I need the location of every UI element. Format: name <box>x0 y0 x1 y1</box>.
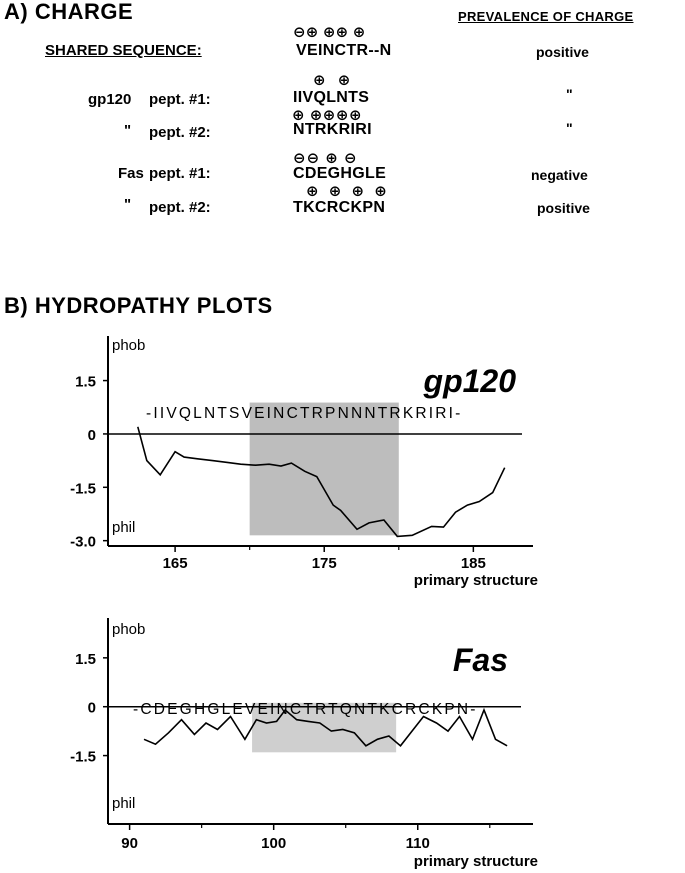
x-tick-label: 110 <box>405 835 430 852</box>
section-a-title: A) CHARGE <box>4 0 134 24</box>
ditto-label: " <box>124 196 132 213</box>
peptide-label: pept. #1: <box>149 165 211 182</box>
gp120-plot <box>70 336 538 589</box>
sequence-right: TKCRCKPN- <box>367 701 478 718</box>
fas-chart-title: Fas <box>452 642 508 678</box>
charge-prevalence: " <box>566 120 573 136</box>
x-tick-label: 175 <box>311 555 337 572</box>
peptide-label: pept. #2: <box>149 199 211 216</box>
sequence-highlighted: VEINCTRPNN <box>241 405 365 422</box>
protein-label: Fas <box>118 165 144 182</box>
gp120-bottom-label: phil <box>112 519 136 536</box>
sequence-left: -IIVQLNTS <box>146 405 242 422</box>
peptide-label: pept. #1: <box>149 91 211 108</box>
sequence-highlighted: VEINCTRTQN <box>244 701 368 718</box>
peptide-sequence: NTRKRIRI <box>293 121 372 138</box>
peptide-sequence: TKCRCKPN <box>293 199 386 216</box>
fas-sequence-label <box>133 701 478 718</box>
charge-markers: ⊖⊕ ⊕⊕ ⊕ <box>293 24 366 41</box>
fas-x-axis-label: primary structure <box>413 853 538 870</box>
gp120-sequence-label <box>146 405 463 422</box>
charge-prevalence: negative <box>531 167 588 183</box>
sequence-right: NTRKRIRI- <box>364 405 463 422</box>
gp120-chart-title: gp120 <box>423 363 516 399</box>
charge-prevalence: " <box>566 86 573 102</box>
y-tick-label: 1.5 <box>75 650 96 668</box>
charge-prevalence: positive <box>536 44 589 60</box>
charge-markers: ⊕ ⊕⊕⊕⊕ <box>292 107 363 124</box>
fas-top-label: phob <box>112 621 146 638</box>
peptide-sequence: CDEGHGLE <box>293 165 387 182</box>
y-tick-label: -1.5 <box>70 480 96 498</box>
x-tick-label: 185 <box>460 555 486 572</box>
x-tick-label: 100 <box>261 835 287 852</box>
fas-bottom-label: phil <box>112 795 136 812</box>
y-tick-label: 0 <box>87 699 96 717</box>
ditto-label: " <box>124 122 132 139</box>
peptide-label: pept. #2: <box>149 124 211 141</box>
charge-markers: ⊕ ⊕ ⊕ ⊕ <box>306 183 390 200</box>
shared-sequence-label: SHARED SEQUENCE: <box>45 42 202 59</box>
x-tick-label: 90 <box>121 835 138 852</box>
peptide-sequence: VEINCTR--N <box>296 42 392 59</box>
gp120-top-label: phob <box>112 337 146 354</box>
charge-markers: ⊖⊖ ⊕ ⊖ <box>293 150 358 167</box>
peptide-sequence: IIVQLNTS <box>293 89 370 106</box>
x-tick-label: 165 <box>162 555 188 572</box>
section-b-title: B) HYDROPATHY PLOTS <box>4 293 273 318</box>
y-tick-label: -1.5 <box>70 748 96 766</box>
gp120-highlight-region <box>250 403 399 536</box>
sequence-left: -CDEGHGLE <box>133 701 245 718</box>
fas-plot <box>70 618 538 870</box>
y-tick-label: -3.0 <box>70 533 96 551</box>
gp120-x-axis-label: primary structure <box>413 572 538 589</box>
charge-markers: ⊕ ⊕ <box>313 72 355 89</box>
y-tick-label: 0 <box>87 426 96 444</box>
prevalence-header: PREVALENCE OF CHARGE <box>458 9 634 24</box>
y-tick-label: 1.5 <box>75 373 96 391</box>
protein-label: gp120 <box>88 91 132 108</box>
charge-prevalence: positive <box>537 200 590 216</box>
